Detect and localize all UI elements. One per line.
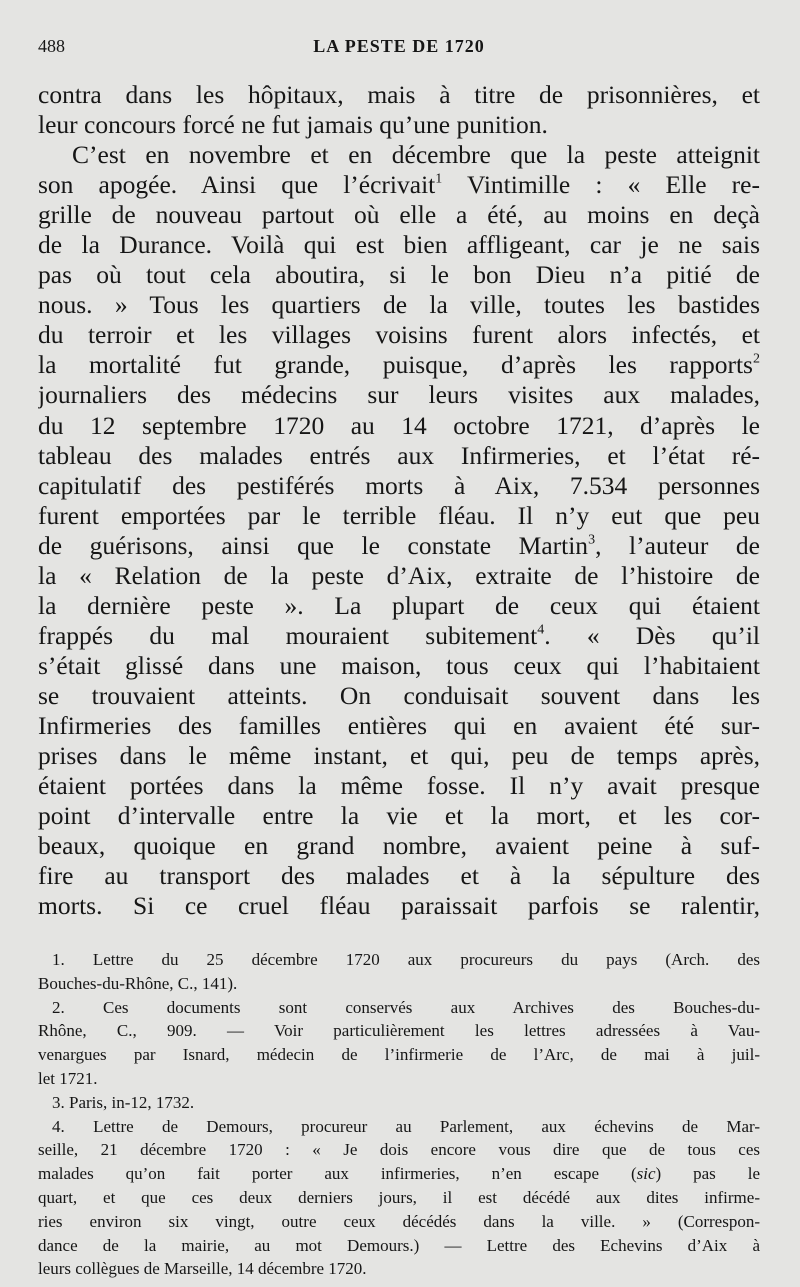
- footnote-line: [38, 1115, 760, 1139]
- body-line: contra dans les hôpitaux, mais à titre de prisonnières, et: [38, 80, 760, 109]
- note-ref: 1: [435, 171, 443, 187]
- body-line: Infirmeries des familles entières qui en avaient été sur-: [38, 710, 760, 740]
- footnote-line: quart, et que ces deux derniers jours, il est décédé aux dites infirme-: [38, 1187, 760, 1207]
- body-line-text: la mortalité fut grande, puisque, d’après les rapports: [38, 350, 753, 380]
- page-header: [38, 36, 760, 60]
- footnote-line: ries environ six vingt, outre ceux décédés dans la ville. » (Correspon-: [38, 1211, 760, 1231]
- footnote-line: Rhône, C., 909. — Voir particulièrement les lettres adressées à Vau-: [38, 1021, 760, 1041]
- body-line: leur concours forcé ne fut jamais qu’une punition.: [38, 110, 548, 140]
- footnote-line: [38, 996, 760, 1020]
- sic-marker: sic: [636, 1164, 656, 1184]
- body-line: [38, 531, 760, 561]
- body-line: fire au transport des malades et à la sépulture des: [38, 861, 760, 891]
- body-line: point d’intervalle entre la vie et la mort, et les cor-: [38, 801, 760, 831]
- footnote-line: seille, 21 décembre 1720 : « Je dois encore vous dire que de tous ces: [38, 1140, 760, 1160]
- footnote-line: let 1721.: [38, 1068, 98, 1088]
- note-ref: 3: [588, 532, 596, 548]
- footnote-line: leurs collègues de Marseille, 14 décembre 1720.: [38, 1259, 367, 1279]
- footnotes: [38, 948, 760, 1281]
- body-line: la « Relation de la peste d’Aix, extraite de l’histoire de: [38, 560, 760, 590]
- page-number: 488: [38, 36, 65, 56]
- footnote-line: venargues par Isnard, médecin de l’infirmerie de l’Arc, de mai à juil-: [38, 1045, 760, 1065]
- footnote-line: [38, 948, 760, 972]
- body-line: la dernière peste ». La plupart de ceux qui étaient: [38, 590, 760, 620]
- note-ref: 2: [752, 351, 760, 367]
- body-line: beaux, quoique en grand nombre, avaient peine à suf-: [38, 831, 760, 861]
- body-line: furent emportées par le terrible fléau. Il n’y eut que peu: [38, 500, 760, 530]
- note-ref: 4: [537, 622, 545, 638]
- footnote-number: 1.: [52, 950, 65, 969]
- footnote-text: Ces documents sont conservés aux Archives des Bouches-du-: [103, 997, 760, 1017]
- footnote-line: [38, 1091, 760, 1115]
- body-line: se trouvaient atteints. On conduisait souvent dans les: [38, 680, 760, 710]
- footnote-line: Bouches-du-Rhône, C., 141).: [38, 973, 238, 993]
- footnote-text: malades qu’on fait porter aux infirmeries, n’en escape: [38, 1164, 600, 1184]
- body-line: prises dans le même instant, et qui, peu de temps après,: [38, 741, 760, 771]
- body-line: pas où tout cela aboutira, si le bon Dieu n’a pitié de: [38, 260, 760, 290]
- body-line: nous. » Tous les quartiers de la ville, toutes les bastides: [38, 290, 760, 320]
- footnote-line: dance de la mairie, au mot Demours.) — Lettre des Echevins d’Aix à: [38, 1235, 760, 1255]
- body-line: [38, 350, 760, 380]
- body-line: capitulatif des pestiférés morts à Aix, 7.534 personnes: [38, 470, 760, 500]
- footnote-number: 3.: [52, 1092, 65, 1112]
- body-line: tableau des malades entrés aux Infirmeries, et l’état ré-: [38, 440, 760, 470]
- body-line-text: , l’auteur de: [595, 530, 760, 560]
- footnote-text: ) pas le: [655, 1164, 760, 1184]
- body-line: C’est en novembre et en décembre que la peste atteignit: [72, 140, 760, 170]
- body-line: du 12 septembre 1720 au 14 octobre 1721, d’après le: [38, 410, 760, 440]
- body-line-text: frappés du mal mouraient subitement: [38, 620, 538, 650]
- footnote-line: malades qu’on fait porter aux infirmeries, n’en escape (sic) pas le: [38, 1164, 760, 1184]
- footnote-text: Paris, in-12, 1732.: [69, 1092, 195, 1112]
- running-title: LA PESTE DE 1720: [313, 36, 485, 56]
- body-line-text: son apogée. Ainsi que l’écrivait: [38, 170, 436, 200]
- body-line-text: Vintimille : « Elle re-: [442, 170, 760, 200]
- footnote-text: Lettre de Demours, procureur au Parlement, aux échevins de Mar-: [93, 1116, 760, 1136]
- body-line: morts. Si ce cruel fléau paraissait parfois se ralentir,: [38, 891, 760, 921]
- body-line: journaliers des médecins sur leurs visites aux malades,: [38, 380, 760, 410]
- body-line: du terroir et les villages voisins furent alors infectés, et: [38, 320, 760, 350]
- body-text: [38, 80, 760, 921]
- footnote-text: Lettre du 25 décembre 1720 aux procureurs du pays (Arch. des: [92, 950, 760, 969]
- body-line-text: . « Dès qu’il: [544, 620, 760, 650]
- body-line: grille de nouveau partout où elle a été, au moins en deçà: [38, 200, 760, 230]
- footnote-number: 2.: [52, 997, 65, 1017]
- body-line: [38, 170, 760, 200]
- footnote-number: 4.: [52, 1116, 65, 1136]
- body-line: s’était glissé dans une maison, tous ceux qui l’habitaient: [38, 650, 760, 680]
- body-line: de la Durance. Voilà qui est bien affligeant, car je ne sais: [38, 230, 760, 260]
- body-line-text: de guérisons, ainsi que le constate Martin: [38, 530, 589, 560]
- body-line: étaient portées dans la même fosse. Il n’y avait presque: [38, 771, 760, 801]
- body-line: [38, 621, 760, 651]
